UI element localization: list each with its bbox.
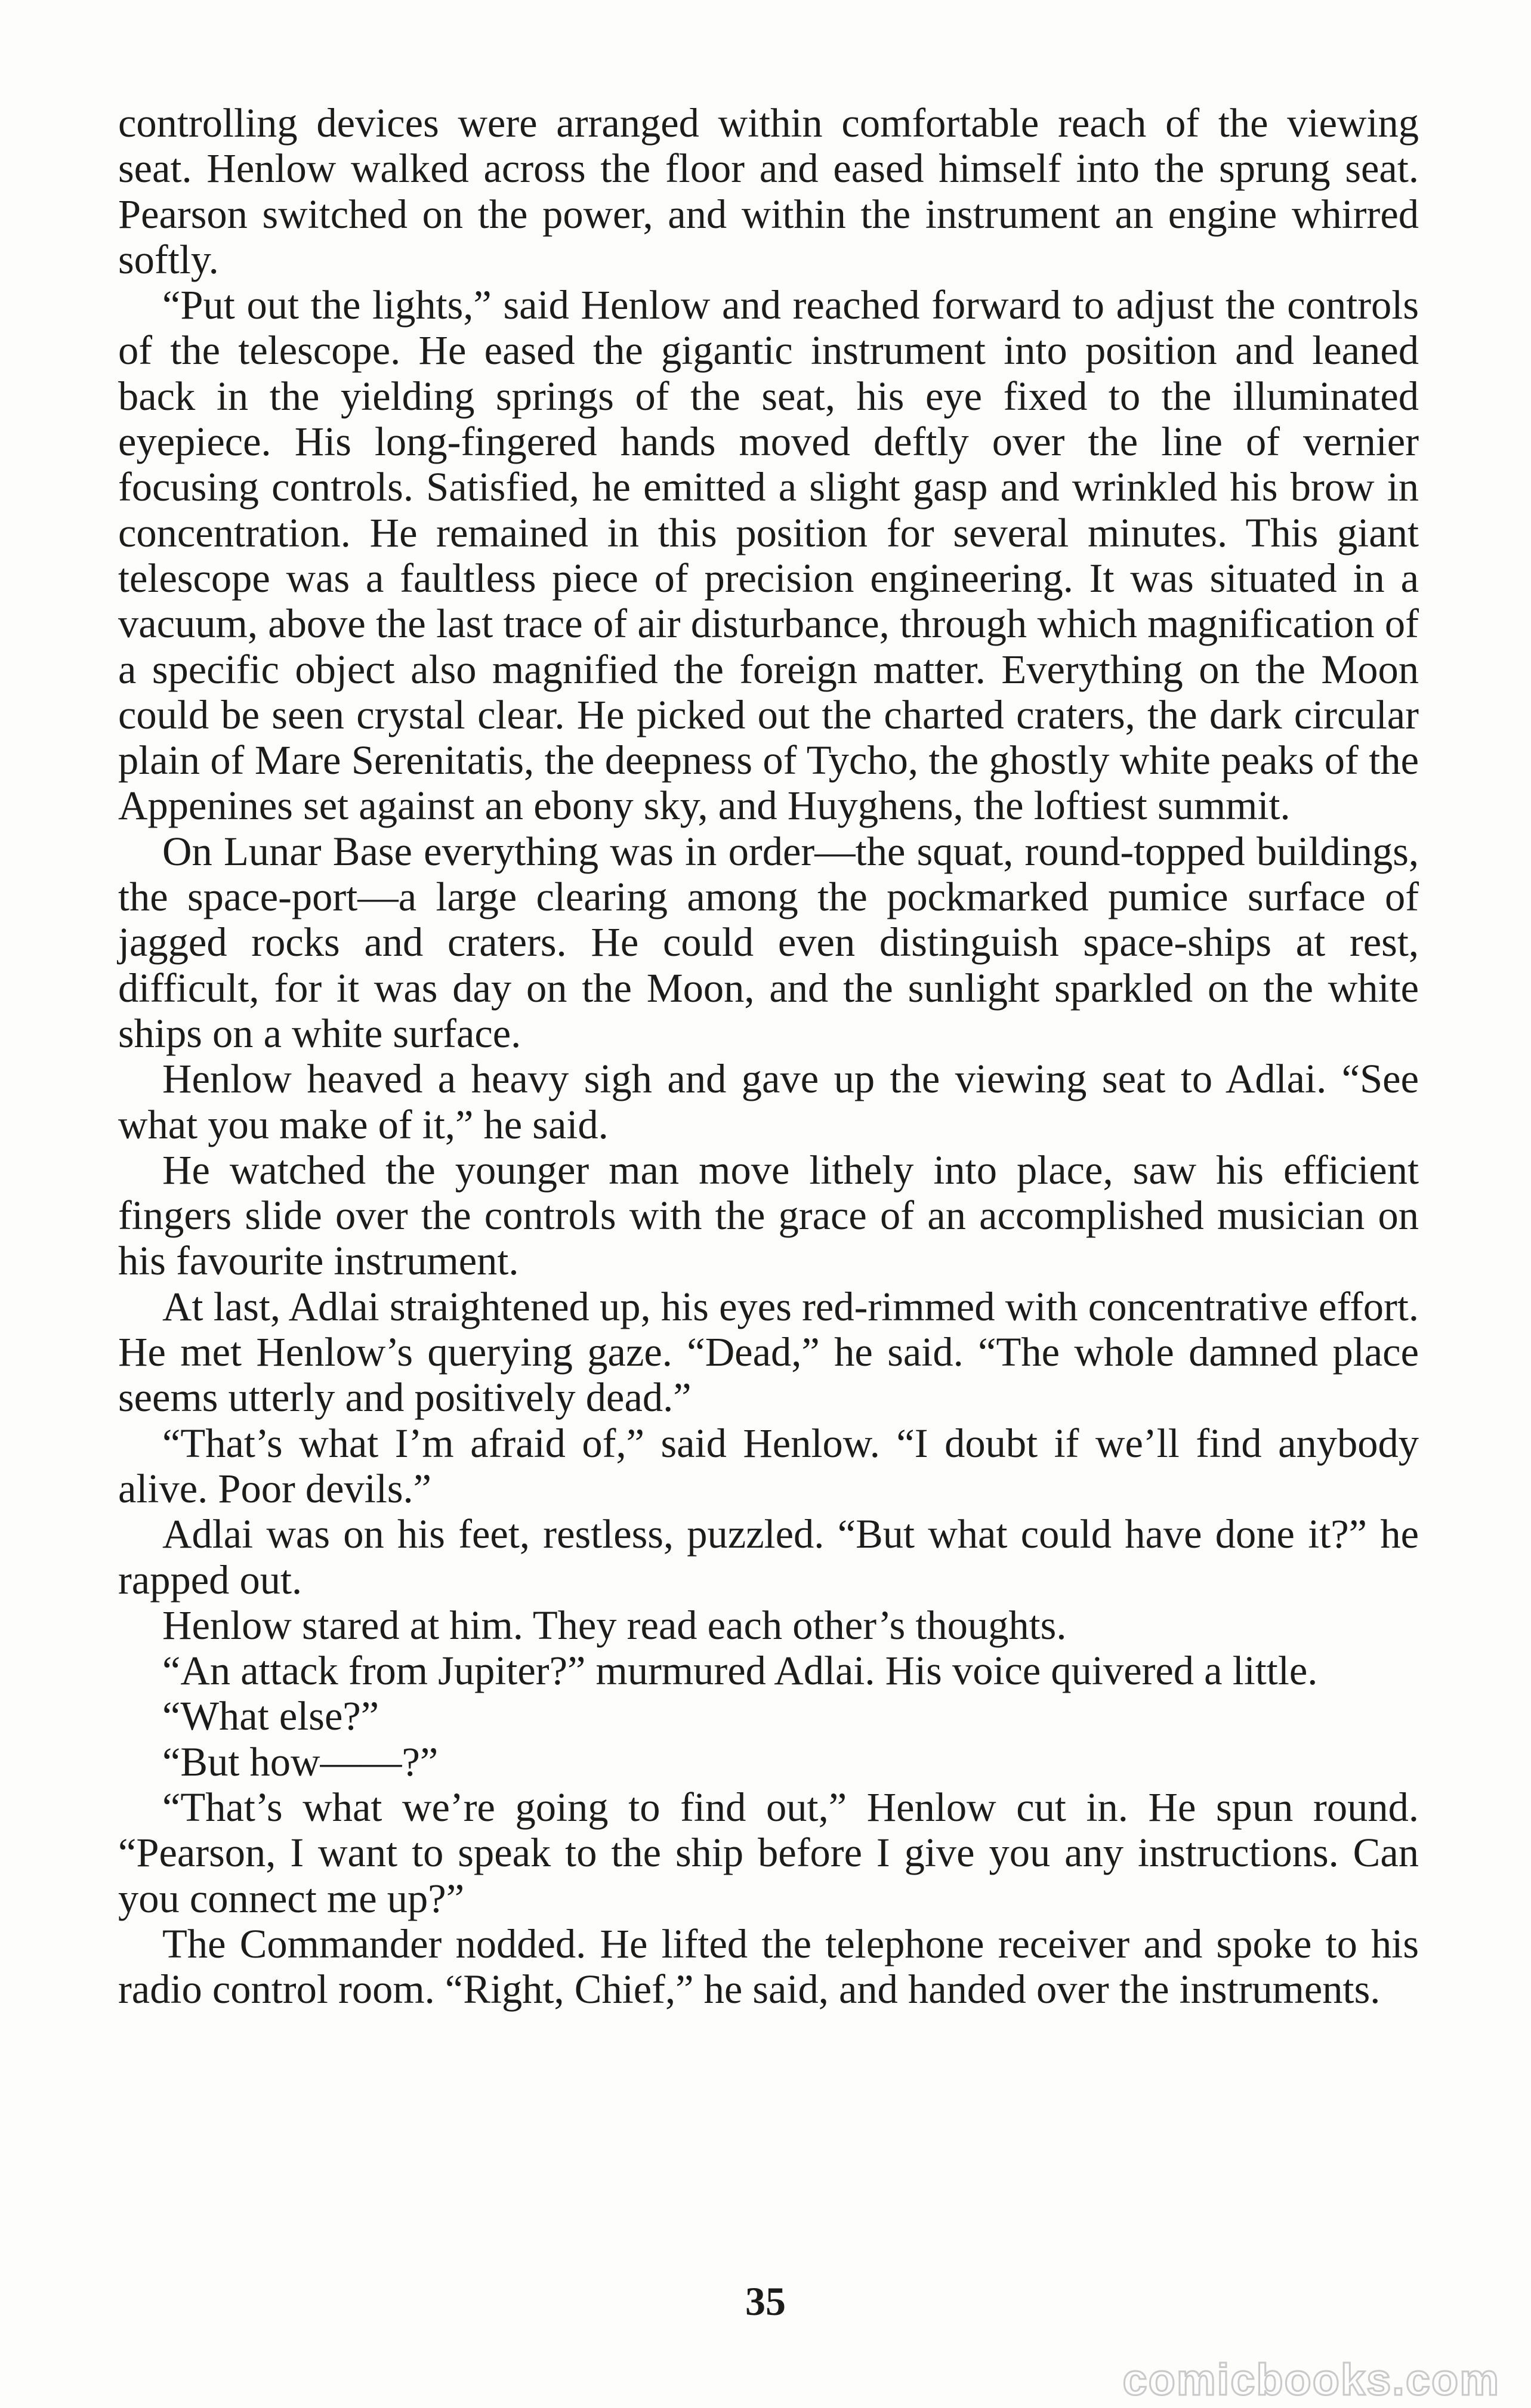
- body-text: [118, 100, 1419, 2012]
- paragraph-10: “An attack from Jupiter?” murmured Adlai. His voice quivered a little.: [162, 1648, 1318, 1694]
- paragraph-12: “But how——?”: [162, 1739, 439, 1785]
- paragraph-2: “Put out the lights,” said Henlow and reached forward to adjust the controls of the telescope. He eased the gigantic instrument into position and leaned back in the yielding springs of the seat, his eye fixed to the illuminated eyepiece. His long-fingered hands moved deftly over the line of vernier focusing controls. Satisfied, he emitted a slight gasp and wrinkled his brow in concentration. He remained in this position for several minutes. This giant telescope was a faultless piece of precision engineering. It was situated in a vacuum, above the last trace of air disturbance, through which magnification of a specific object also magnified the foreign matter. Everything on the Moon could be seen crystal clear. He picked out the charted craters, the dark circular plain of Mare Serenitatis, the deepness of Tycho, the ghostly white peaks of the Appenines set against an ebony sky, and Huyghens, the loftiest summit.: [118, 282, 1419, 829]
- paragraph-3: On Lunar Base everything was in order—the squat, round-topped buildings, the space-port—a large clearing among the pockmarked pumice surface of jagged rocks and craters. He could even distinguish space-ships at rest, difficult, for it was day on the Moon, and the sunlight sparkled on the white ships on a white surface.: [118, 828, 1419, 1056]
- paragraph-14: The Commander nodded. He lifted the telephone receiver and spoke to his radio control room. “Right, Chief,” he said, and handed over the instruments.: [118, 1921, 1419, 2012]
- paragraph-5: He watched the younger man move lithely into place, saw his efficient fingers slide over the controls with the grace of an accomplished musician on his favourite instrument.: [118, 1147, 1419, 1284]
- paragraph-13: “That’s what we’re going to find out,” Henlow cut in. He spun round. “Pearson, I want to speak to the ship before I give you any instructions. Can you connect me up?”: [118, 1784, 1419, 1921]
- paragraph-4: Henlow heaved a heavy sigh and gave up the viewing seat to Adlai. “See what you make of it,” he said.: [118, 1056, 1419, 1147]
- page-number: 35: [745, 2279, 786, 2324]
- paragraph-6: At last, Adlai straightened up, his eyes red-rimmed with concentrative effort. He met Henlow’s querying gaze. “Dead,” he said. “The whole damned place seems utterly and positively dead.”: [118, 1283, 1419, 1421]
- paragraph-8: Adlai was on his feet, restless, puzzled. “But what could have done it?” he rapped out.: [118, 1511, 1419, 1603]
- paragraph-1: controlling devices were arranged within comfortable reach of the viewing seat. Henlow walked across the floor and eased himself into the sprung seat. Pearson switched on the power, and within the instrument an engine whirred softly.: [118, 100, 1419, 282]
- paragraph-9: Henlow stared at him. They read each other’s thoughts.: [162, 1602, 1067, 1648]
- watermark: comicbooks.com: [1122, 2355, 1500, 2404]
- paragraph-11: “What else?”: [162, 1693, 379, 1739]
- paragraph-7: “That’s what I’m afraid of,” said Henlow. “I doubt if we’ll find anybody alive. Poor devils.”: [118, 1420, 1419, 1511]
